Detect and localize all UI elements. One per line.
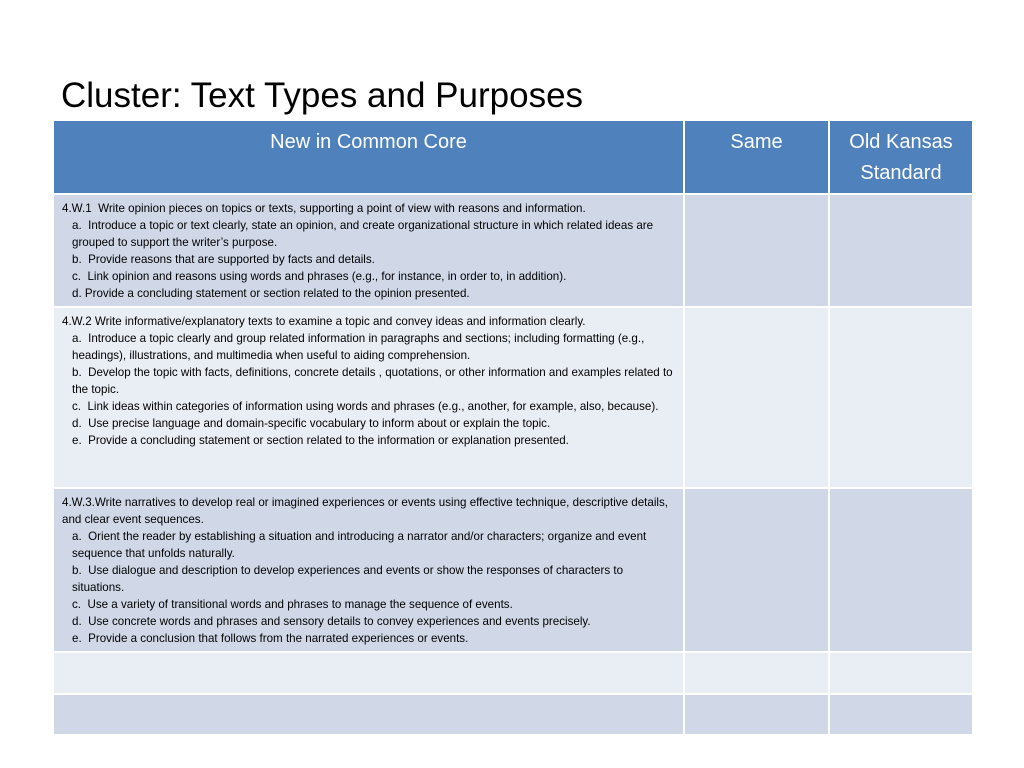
- same-cell: [684, 652, 829, 694]
- standard-line: 4.W.3.Write narratives to develop real or imagined experiences or events using effective technique, descriptive details, and clear event sequences.: [62, 496, 672, 526]
- header-old-kansas-standard: Old Kansas Standard: [829, 120, 973, 194]
- standard-line: c. Link opinion and reasons using words and phrases (e.g., for instance, in order to, in addition).: [72, 270, 567, 283]
- standard-cell-4w2: [53, 307, 684, 488]
- standard-line: d. Provide a concluding statement or section related to the opinion presented.: [72, 287, 470, 300]
- standard-line: a. Introduce a topic or text clearly, state an opinion, and create organizational structure in which related ideas are grouped to support the writer’s purpose.: [72, 219, 657, 249]
- table-row: [53, 307, 973, 488]
- standard-line: d. Use concrete words and phrases and sensory details to convey experiences and events precisely.: [72, 615, 591, 628]
- standard-line: d. Use precise language and domain-specific vocabulary to inform about or explain the topic.: [72, 417, 551, 430]
- slide-title: Cluster: Text Types and Purposes: [61, 76, 584, 115]
- standard-line: c. Link ideas within categories of information using words and phrases (e.g., another, for example, also, because).: [72, 400, 659, 413]
- table-header-row: [53, 120, 973, 194]
- old-standard-cell: [829, 307, 973, 488]
- header-new-in-common-core: New in Common Core: [53, 120, 684, 194]
- standard-line: c. Use a variety of transitional words and phrases to manage the sequence of events.: [72, 598, 513, 611]
- same-cell: [684, 488, 829, 652]
- standard-line: a. Introduce a topic clearly and group related information in paragraphs and sections; including formatting (e.g., headings), illustrations, and multimedia when useful to aiding comprehension.: [72, 332, 648, 362]
- old-standard-cell: [829, 652, 973, 694]
- table-row: [53, 694, 973, 735]
- empty-standard-cell: [53, 694, 684, 735]
- same-cell: [684, 307, 829, 488]
- standard-line: e. Provide a conclusion that follows from the narrated experiences or events.: [72, 632, 469, 645]
- old-standard-cell: [829, 694, 973, 735]
- standard-line: b. Use dialogue and description to develop experiences and events or show the responses of characters to situations.: [72, 564, 627, 594]
- standard-line: a. Orient the reader by establishing a situation and introducing a narrator and/or characters; organize and event sequence that unfolds naturally.: [72, 530, 650, 560]
- old-standard-cell: [829, 194, 973, 307]
- standards-table: [52, 119, 974, 736]
- table-row: [53, 652, 973, 694]
- table-row: [53, 488, 973, 652]
- header-same: Same: [684, 120, 829, 194]
- empty-standard-cell: [53, 652, 684, 694]
- standard-cell-4w1: [53, 194, 684, 307]
- table-row: [53, 194, 973, 307]
- same-cell: [684, 694, 829, 735]
- standard-line: 4.W.1 Write opinion pieces on topics or texts, supporting a point of view with reasons and information.: [62, 202, 586, 215]
- standard-line: b. Develop the topic with facts, definitions, concrete details , quotations, or other information and examples related to the topic.: [72, 366, 676, 396]
- standard-line: e. Provide a concluding statement or section related to the information or explanation presented.: [72, 434, 569, 447]
- standard-cell-4w3: [53, 488, 684, 652]
- old-standard-cell: [829, 488, 973, 652]
- same-cell: [684, 194, 829, 307]
- standard-line: 4.W.2 Write informative/explanatory texts to examine a topic and convey ideas and information clearly.: [62, 315, 586, 328]
- standard-line: b. Provide reasons that are supported by facts and details.: [72, 253, 375, 266]
